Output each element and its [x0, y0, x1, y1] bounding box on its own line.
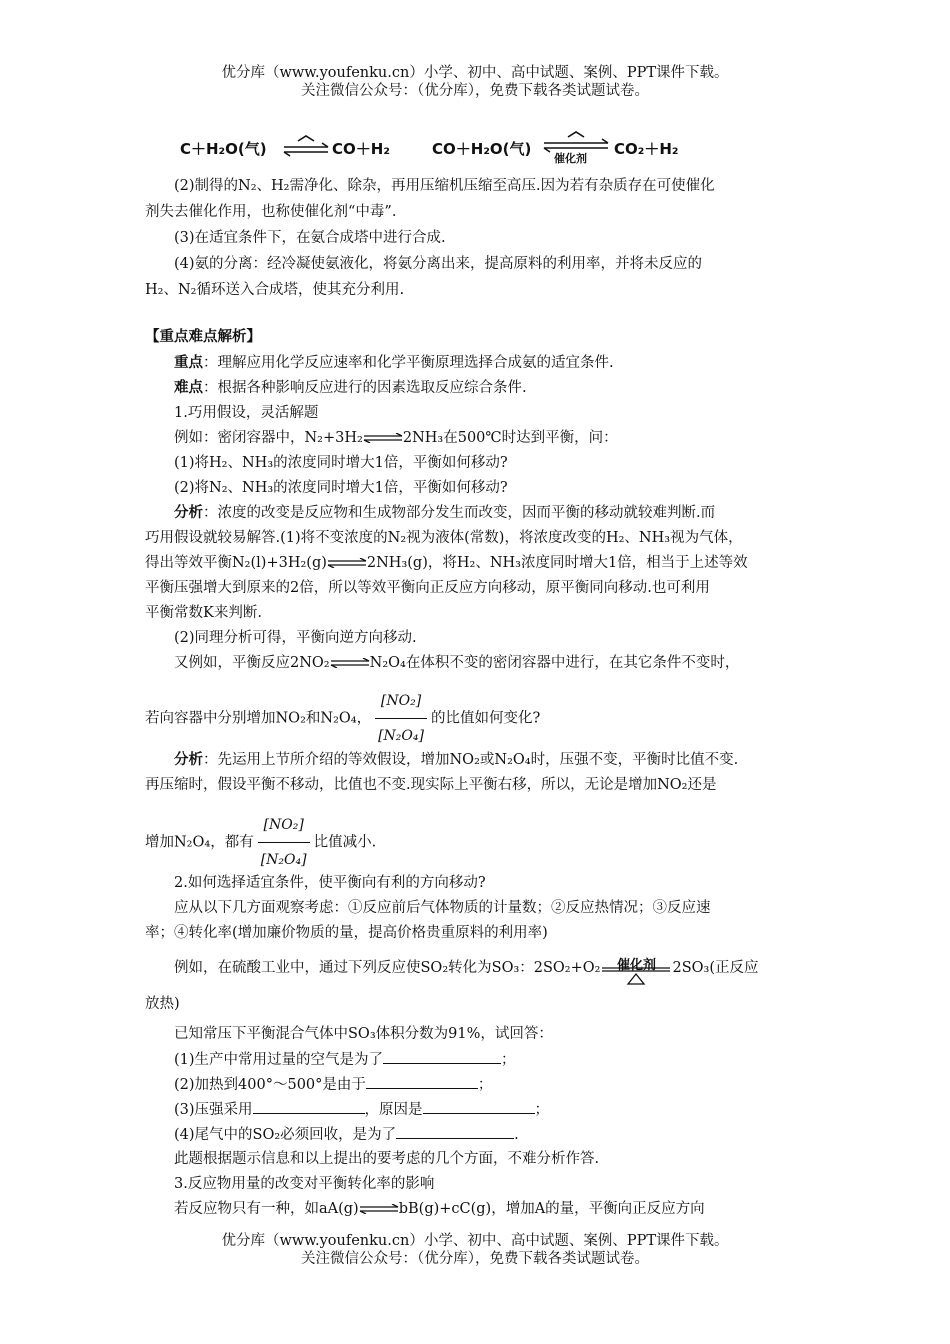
key-point-line: [145, 353, 839, 373]
catalyst-heat-arrow-icon: [600, 964, 672, 986]
section-title: 【重点难点解析】: [145, 329, 261, 345]
footer-line-1: 优分库（www.youfenku.cn）小学、初中、高中试题、案例、PPT课件下载。: [221, 1233, 729, 1249]
subsection-3-text-after: bB(g)+cC(g)，增加A的量，平衡向正反应方向: [398, 1201, 705, 1217]
fill-question-1-text: (1)生产中常用过量的空气是为了: [174, 1052, 384, 1068]
equation-1-left: C＋H₂O(气): [180, 140, 267, 158]
analysis-3-line-2: 再压缩时，假设平衡不移动，比值也不变.现实际上平衡右移，所以，无论是增加NO₂还是: [145, 777, 717, 793]
question-1: (1)将H₂、NH₃的浓度同时增大1倍，平衡如何移动?: [174, 455, 508, 471]
fraction-denominator: [N₂O₄]: [378, 728, 424, 744]
catalyst-label: 催化剂: [554, 152, 587, 165]
fill-question-1-end: ；: [501, 1052, 516, 1068]
fill-question-1: [145, 1049, 839, 1070]
example-2-text-after: N₂O₄在体积不变的密闭容器中进行，在其它条件不变时，: [369, 655, 740, 671]
page-header-top: [0, 64, 950, 100]
fill-question-4-end: .: [514, 1127, 519, 1143]
analysis-1-line-1: [145, 503, 839, 523]
analysis-1-line-4: 平衡压强增大到原来的2倍，所以等效平衡向正反应方向移动，原平衡同向移动.也可利用: [145, 580, 710, 596]
fill-question-3-text: (3)压强采用: [174, 1102, 253, 1118]
analysis-label-2: 分析: [174, 752, 203, 768]
fill-question-3: [145, 1099, 839, 1120]
fill-question-3-mid: ，原因是: [364, 1102, 423, 1118]
example-2-line: [145, 653, 839, 673]
reversible-arrow-icon: [327, 558, 367, 568]
example-1-text-before: 例如：密闭容器中，N₂+3H₂: [174, 430, 363, 446]
analysis-1-line-3: [145, 553, 810, 573]
example-3-line: [145, 950, 839, 986]
equation-2-right: CO₂＋H₂: [614, 140, 679, 158]
analysis-label: 分析: [174, 505, 203, 521]
paragraph-2-line-2: 剂失去催化作用，也称使催化剂“中毒”.: [145, 204, 397, 220]
analysis-1-line-3-before: 得出等效平衡N₂(l)+3H₂(g): [145, 555, 327, 571]
difficulty-line: [145, 378, 839, 398]
reversible-arrow-icon: [363, 433, 403, 443]
catalyst-heat-arrow: [600, 950, 672, 986]
answer-blank-1[interactable]: [383, 1049, 501, 1064]
catalyst-label-2: 催化剂: [616, 958, 656, 973]
known-condition: 已知常压下平衡混合气体中SO₃体积分数为91%，试回答：: [174, 1026, 553, 1042]
reversible-arrow-icon: [330, 658, 370, 668]
fraction-denominator-2: [N₂O₄]: [260, 852, 307, 868]
fill-question-4: [145, 1124, 839, 1145]
fraction-numerator-2: [NO₂]: [258, 808, 310, 843]
difficulty-text: ：根据各种影响反应进行的因素选取反应综合条件.: [203, 380, 527, 396]
footer-line-2: 关注微信公众号：（优分库），免费下载各类试题试卷。: [301, 1251, 649, 1267]
analysis-2: (2)同理分析可得，平衡向逆方向移动.: [174, 630, 417, 646]
equation-2-left: CO＋H₂O(气): [432, 140, 532, 158]
subsection-3-line-1: [145, 1199, 839, 1219]
fill-question-3-end: ；: [534, 1102, 550, 1118]
page-footer: [0, 1232, 950, 1268]
subsection-1-title: 1.巧用假设，灵活解题: [174, 405, 319, 421]
subsection-3-title: 3.反应物用量的改变对平衡转化率的影响: [174, 1176, 435, 1192]
concentration-ratio-fraction-2: [258, 808, 310, 877]
example-2-text-before: 又例如，平衡反应2NO₂: [174, 655, 330, 671]
header-line-1: 优分库（www.youfenku.cn）小学、初中、高中试题、案例、PPT课件下载。: [221, 65, 729, 81]
answer-blank-4[interactable]: [396, 1124, 514, 1139]
key-point-text: ：理解应用化学反应速率和化学平衡原理选择合成氨的适宜条件.: [203, 355, 614, 371]
reversible-arrow-icon: [359, 1204, 399, 1214]
question-2: (2)将N₂、NH₃的浓度同时增大1倍，平衡如何移动?: [174, 480, 508, 496]
fill-question-4-text: (4)尾气中的SO₂必须回收，是为了: [174, 1127, 397, 1143]
answer-blank-3b[interactable]: [423, 1099, 535, 1114]
answer-blank-3a[interactable]: [253, 1099, 365, 1114]
paragraph-4-line-1: (4)氨的分离：经冷凝使氨液化，将氨分离出来，提高原料的利用率，并将未反应的: [174, 256, 703, 272]
example-2-line-2: [145, 684, 810, 753]
concentration-ratio-fraction: [375, 684, 427, 753]
subsection-3-text-before: 若反应物只有一种，如aA(g): [174, 1201, 359, 1217]
fill-question-2: [145, 1074, 839, 1095]
analysis-3-line-3-before: 增加N₂O₄，都有: [145, 834, 254, 851]
subsection-2-line-2: 率；④转化率(增加廉价物质的量，提高价格贵重原料的利用率): [145, 925, 548, 941]
answer-blank-2[interactable]: [366, 1074, 478, 1089]
analysis-3-line-3-after: 比值减小.: [313, 834, 377, 851]
example-3-line-2: 放热): [145, 996, 180, 1012]
analysis-3-line-3: [145, 808, 810, 877]
header-line-2: 关注微信公众号：（优分库），免费下载各类试题试卷。: [301, 83, 649, 99]
difficulty-label: 难点: [174, 380, 203, 396]
example-3-text-before: 例如，在硫酸工业中，通过下列反应使SO₂转化为SO₃：2SO₂+O₂: [174, 960, 601, 976]
equation-row: [180, 128, 720, 166]
paragraph-4-line-2: H₂、N₂循环送入合成塔，使其充分利用.: [145, 282, 405, 298]
analysis-3-line-1: [145, 750, 839, 770]
analysis-1-line-2: 巧用假设就较易解答.(1)将不变浓度的N₂视为液体(常数)，将浓度改变的H₂、NH₃视为气体，: [145, 530, 743, 546]
example-1-text-after: 2NH₃在500℃时达到平衡，问：: [402, 430, 618, 446]
fraction-numerator: [NO₂]: [375, 684, 427, 719]
heat-equilibrium-arrow-icon: [282, 134, 330, 158]
analysis-1-line-3-after: 2NH₃(g)，将H₂、NH₃浓度同时增大1倍，相当于上述等效: [366, 555, 748, 571]
fill-question-2-end: ；: [477, 1077, 493, 1093]
equation-1-right: CO＋H₂: [332, 140, 390, 158]
example-2-line-2-before: 若向容器中分别增加NO₂和N₂O₄，: [145, 710, 372, 727]
conclusion: 此题根据题示信息和以上提出的要考虑的几个方面，不难分析作答.: [174, 1151, 600, 1167]
analysis-1-line-5: 平衡常数K来判断.: [145, 605, 262, 621]
fill-question-2-text: (2)加热到400°～500°是由于: [174, 1077, 366, 1093]
paragraph-3: (3)在适宜条件下，在氨合成塔中进行合成.: [174, 230, 446, 246]
subsection-2-title: 2.如何选择适宜条件，使平衡向有利的方向移动?: [174, 875, 486, 891]
key-point-label: 重点: [174, 355, 203, 371]
analysis-3-text: ：先运用上节所介绍的等效假设，增加NO₂或N₂O₄时，压强不变，平衡时比值不变.: [203, 752, 739, 768]
analysis-1-text: ：浓度的改变是反应物和生成物部分发生而改变，因而平衡的移动就较难判断.而: [203, 505, 716, 521]
example-3-text-after: 2SO₃(正反应: [672, 960, 759, 976]
example-1-line: [145, 428, 839, 448]
paragraph-2-line-1: (2)制得的N₂、H₂需净化、除杂，再用压缩机压缩至高压.因为若有杂质存在可使催化: [174, 178, 715, 194]
example-2-line-2-after: 的比值如何变化?: [430, 710, 541, 727]
subsection-2-line-1: 应从以下几方面观察考虑：①反应前后气体物质的计量数；②反应热情况；③反应速: [174, 900, 711, 916]
